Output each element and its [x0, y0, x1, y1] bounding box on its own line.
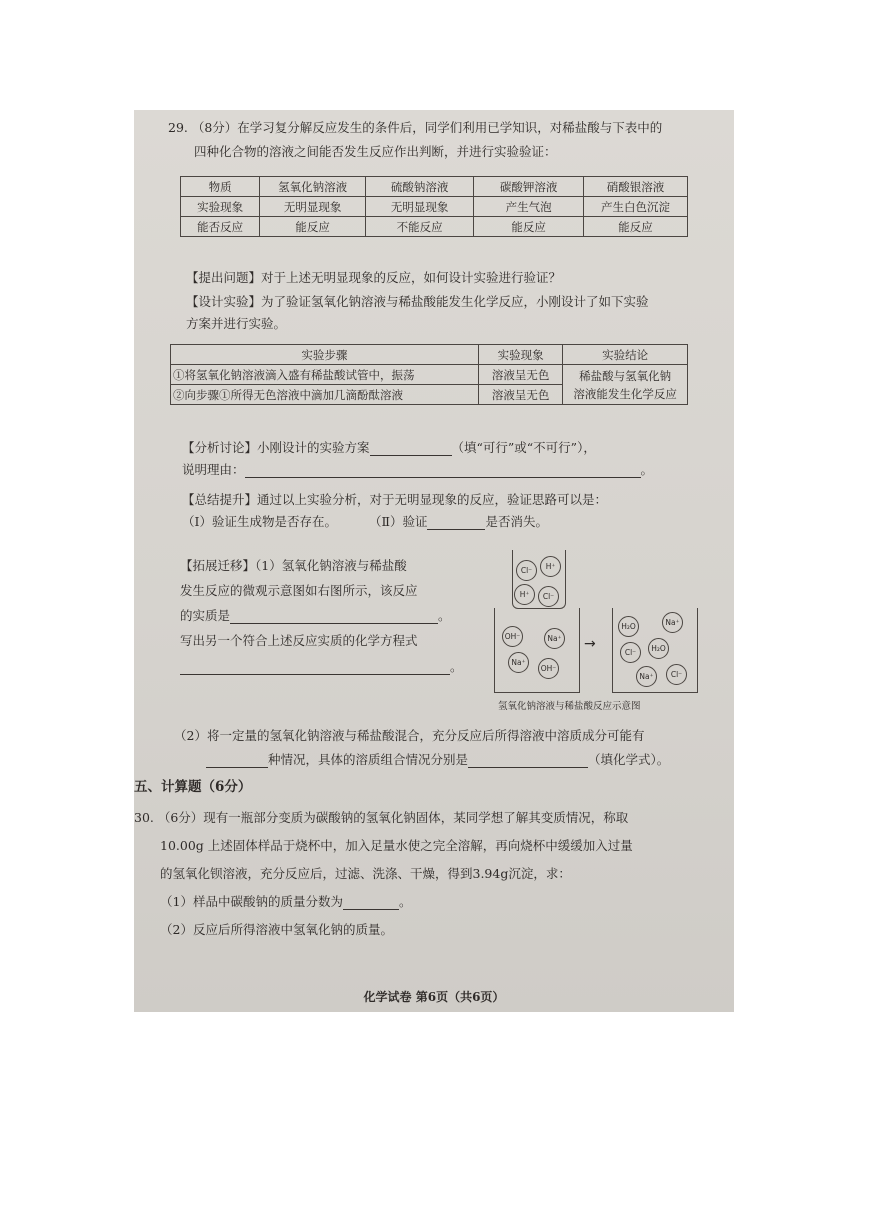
table-cell: 硝酸银溶液	[584, 177, 688, 197]
q29-intro-line2: 四种化合物的溶液之间能否发生反应作出判断，并进行实验验证：	[194, 144, 557, 159]
table-cell: 溶液呈无色	[478, 365, 563, 385]
table-row	[181, 177, 688, 197]
table-cell: 硫酸钠溶液	[366, 177, 474, 197]
period: 。	[438, 608, 451, 623]
water-molecule: H₂O	[648, 638, 669, 659]
equation-line	[180, 659, 463, 675]
q30-line2: 10.00g 上述固体样品于烧杯中，加入足量水使之完全溶解，再向烧杯中缓缓加入过量	[160, 838, 633, 853]
table-row	[181, 197, 688, 217]
table-cell: ①将氢氧化钠溶液滴入盛有稀盐酸试管中，振荡	[171, 365, 479, 385]
verify-blank[interactable]	[427, 517, 485, 530]
essence-blank[interactable]	[230, 611, 438, 624]
table-header: 实验结论	[563, 345, 688, 365]
exam-page	[134, 110, 734, 1012]
part2-line1: （2）将一定量的氢氧化钠溶液与稀盐酸混合，充分反应后所得溶液中溶质成分可能有	[174, 728, 645, 743]
water-molecule: H₂O	[618, 616, 639, 637]
table-cell: 产生白色沉淀	[584, 197, 688, 217]
part2-hint: （填化学式）。	[588, 752, 670, 767]
table-cell: 不能反应	[366, 217, 474, 237]
feasibility-blank[interactable]	[370, 443, 452, 456]
table-cell: ②向步骤①所得无色溶液中滴加几滴酚酞溶液	[171, 385, 479, 405]
mass-fraction-blank[interactable]	[343, 897, 399, 910]
reaction-diagram	[488, 546, 708, 712]
summary-items	[182, 514, 548, 530]
hydrogen-ion: H⁺	[514, 584, 535, 605]
table-cell: 无明显现象	[260, 197, 366, 217]
sodium-ion: Na⁺	[636, 666, 657, 687]
count-blank[interactable]	[206, 755, 268, 768]
q30-sub1-label: （1）样品中碳酸钠的质量分数为	[160, 894, 343, 909]
raise-question: 【提出问题】对于上述无明显现象的反应，如何设计实验进行验证？	[186, 270, 562, 285]
table-cell: 氢氧化钠溶液	[260, 177, 366, 197]
analysis-hint: （填“可行”或“不可行”），	[451, 440, 596, 455]
reason-label: 说明理由：	[182, 462, 245, 477]
table-cell: 实验现象	[181, 197, 260, 217]
sodium-ion: Na⁺	[662, 612, 683, 633]
diagram-caption: 氢氧化钠溶液与稀盐酸反应示意图	[498, 701, 641, 712]
table-header: 实验步骤	[171, 345, 479, 365]
experiment-table	[170, 344, 688, 405]
extend-line1: 【拓展迁移】（1）氢氧化钠溶液与稀盐酸	[180, 558, 407, 573]
period: 。	[640, 462, 654, 477]
q29-intro-line1: 29. （8分）在学习复分解反应发生的条件后，同学们利用已学知识，对稀盐酸与下表中的	[168, 120, 663, 135]
chloride-ion: Cl⁻	[538, 586, 559, 607]
table-cell: 溶液呈无色	[478, 385, 563, 405]
hydroxide-ion: OH⁻	[502, 626, 523, 647]
table-row	[171, 345, 688, 365]
table-cell: 碳酸钾溶液	[474, 177, 584, 197]
hydroxide-ion: OH⁻	[538, 658, 559, 679]
extend-line4: 写出另一个符合上述反应实质的化学方程式	[180, 633, 418, 648]
summary-item-2-prefix: （Ⅱ）验证	[368, 514, 428, 529]
page-footer: 化学试卷 第6页（共6页）	[363, 990, 505, 1004]
reaction-table	[180, 176, 688, 237]
reason-blank[interactable]	[245, 465, 641, 478]
chloride-ion: Cl⁻	[666, 664, 687, 685]
q30-line1: 30. （6分）现有一瓶部分变质为碳酸钠的氢氧化钠固体，某同学想了解其变质情况，称取	[134, 810, 629, 825]
chloride-ion: Cl⁻	[516, 560, 537, 581]
table-cell: 能否反应	[181, 217, 260, 237]
sodium-ion: Na⁺	[544, 628, 565, 649]
solutes-blank[interactable]	[468, 755, 588, 768]
summary-item-1: （Ⅰ）验证生成物是否存在。	[182, 514, 337, 529]
summary-line: 【总结提升】通过以上实验分析，对于无明显现象的反应，验证思路可以是：	[182, 492, 608, 507]
design-line2: 方案并进行实验。	[186, 316, 287, 331]
conclusion-line2: 溶液能发生化学反应	[573, 386, 677, 401]
essence-label: 的实质是	[180, 608, 231, 623]
chloride-ion: Cl⁻	[620, 642, 641, 663]
extend-line2: 发生反应的微观示意图如右图所示，该反应	[180, 583, 418, 598]
sodium-ion: Na⁺	[508, 652, 529, 673]
q30-sub1	[160, 894, 411, 910]
table-cell: 能反应	[474, 217, 584, 237]
analysis-line	[182, 440, 596, 456]
reason-line	[182, 462, 653, 478]
part2-line2	[206, 752, 669, 768]
arrow-right-icon: →	[584, 636, 596, 652]
analysis-prompt: 【分析讨论】小刚设计的实验方案	[182, 440, 370, 455]
period: 。	[450, 659, 463, 674]
period: 。	[398, 894, 412, 909]
table-cell-conclusion	[563, 365, 688, 405]
extend-line3	[180, 608, 451, 624]
q30-sub2: （2）反应后所得溶液中氢氧化钠的质量。	[160, 922, 393, 937]
conclusion-line1: 稀盐酸与氢氧化钠	[579, 368, 672, 383]
table-header: 实验现象	[478, 345, 563, 365]
table-cell: 能反应	[584, 217, 688, 237]
left-beaker	[494, 608, 580, 693]
table-cell: 产生气泡	[474, 197, 584, 217]
table-row	[171, 365, 688, 385]
table-cell: 无明显现象	[366, 197, 474, 217]
summary-item-2-suffix: 是否消失。	[485, 514, 548, 529]
table-row	[181, 217, 688, 237]
equation-blank[interactable]	[180, 662, 450, 675]
table-cell: 物质	[181, 177, 260, 197]
design-line1: 【设计实验】为了验证氢氧化钠溶液与稀盐酸能发生化学反应，小刚设计了如下实验	[186, 294, 649, 309]
q30-line3: 的氢氧化钡溶液，充分反应后，过滤、洗涤、干燥，得到3.94g沉淀，求：	[160, 866, 571, 881]
part2-prompt: 种情况，具体的溶质组合情况分别是	[268, 752, 469, 767]
table-cell: 能反应	[260, 217, 366, 237]
section-title: 五、计算题（6分）	[134, 779, 252, 795]
hydrogen-ion: H⁺	[540, 556, 561, 577]
